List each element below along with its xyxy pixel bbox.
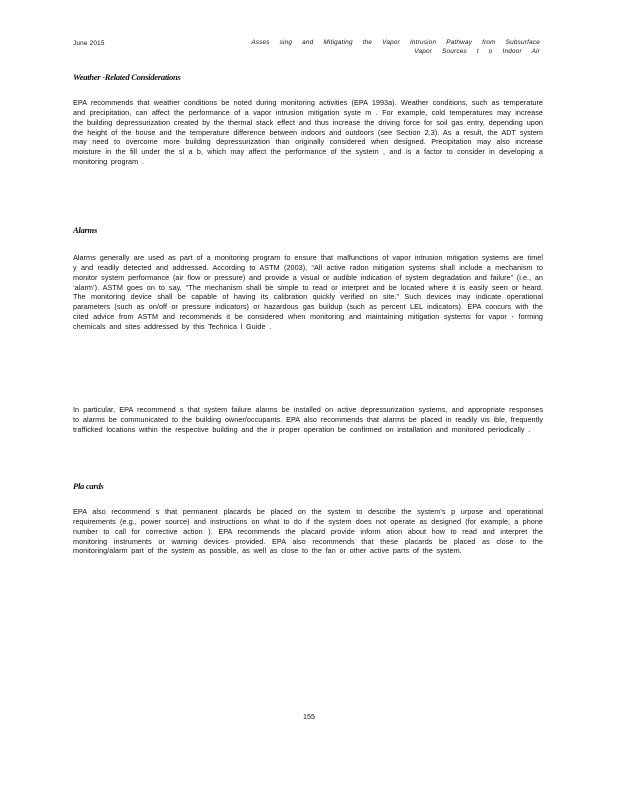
header-title: Asses sing and Mitigating the Vapor Intrusion Pathway from Subsurface Vapor Sources t o Indoor Air — [251, 39, 540, 55]
page-number: 155 — [303, 712, 315, 721]
paragraph-weather: EPA recommends that weather conditions be noted during monitoring activities (EPA 1993a). Weather conditions, such as temperature and precipitation, can affect the performance of a vapor intrusion mitigation syste m . For example, cold temperatures may increase the building depressurization created by the thermal stack effect and thus increase the driving force for soil gas entry, depending upon the height of the house and the temperature difference between indoors and outdoors (see Section 2.3). As a result, the ADT system may need to overcome more building depressurization than originally considered when designed. Precipitation may also increase moisture in the fill under the sl a b, which may affect the performance of the system , and is a factor to consider in developing a monitoring program . — [73, 98, 543, 167]
heading-placards: Pla cards — [73, 481, 104, 491]
heading-alarms: Alarms — [73, 225, 97, 235]
paragraph-alarms-astm: Alarms generally are used as part of a monitoring program to ensure that malfunctions of vapor intrusion mitigation systems are timel y and readily detected and addressed. According to ASTM (2003), “All active radon mitigation systems shall include a mechanism to monitor system performance (air flow or pressure) and provide a visual or audible indication of system degradation and failure” (i.e., an ‘alarm’). ASTM goes on to say, “The mechanism shall be simple to read or interpret and be located where it is easily seen or heard. The monitoring device shall be capable of having its calibration quickly verified on site.” Such devices may indicate operational parameters (such as on/off or pressure indicators) or hazardous gas buildup (such as percent LEL indicators). EPA concurs with the cited advice from ASTM and recommends it be considered when monitoring and maintaining mitigation systems for vapor - forming chemicals and sites addressed by this Technica l Guide . — [73, 253, 543, 331]
paragraph-alarms-recommendation: In particular, EPA recommend s that system failure alarms be installed on active depressurization systems, and appropriate responses to alarms be communicated to the building owner/occupants. EPA also recommends that alarms be placed in readily vis ible, frequently trafficked locations within the respective building and the ir proper operation be confirmed on installation and monitored periodically . — [73, 405, 543, 434]
heading-weather-considerations: Weather -Related Considerations — [73, 72, 181, 82]
header-date: June 2015 — [73, 40, 105, 47]
paragraph-placards: EPA also recommend s that permanent placards be placed on the system to describe the system’s p urpose and operational requirements (e.g., power source) and instructions on what to do if the system does not operate as designed (for example, a phone number to call for corrective action ). EPA recommends the placard provide inform ation about how to read and interpret the monitoring instruments or warning devices provided. EPA also recommends that these placards be placed as close to the monitoring/alarm part of the system as possible, as well as close to the fan or other active parts of the system. — [73, 507, 543, 556]
